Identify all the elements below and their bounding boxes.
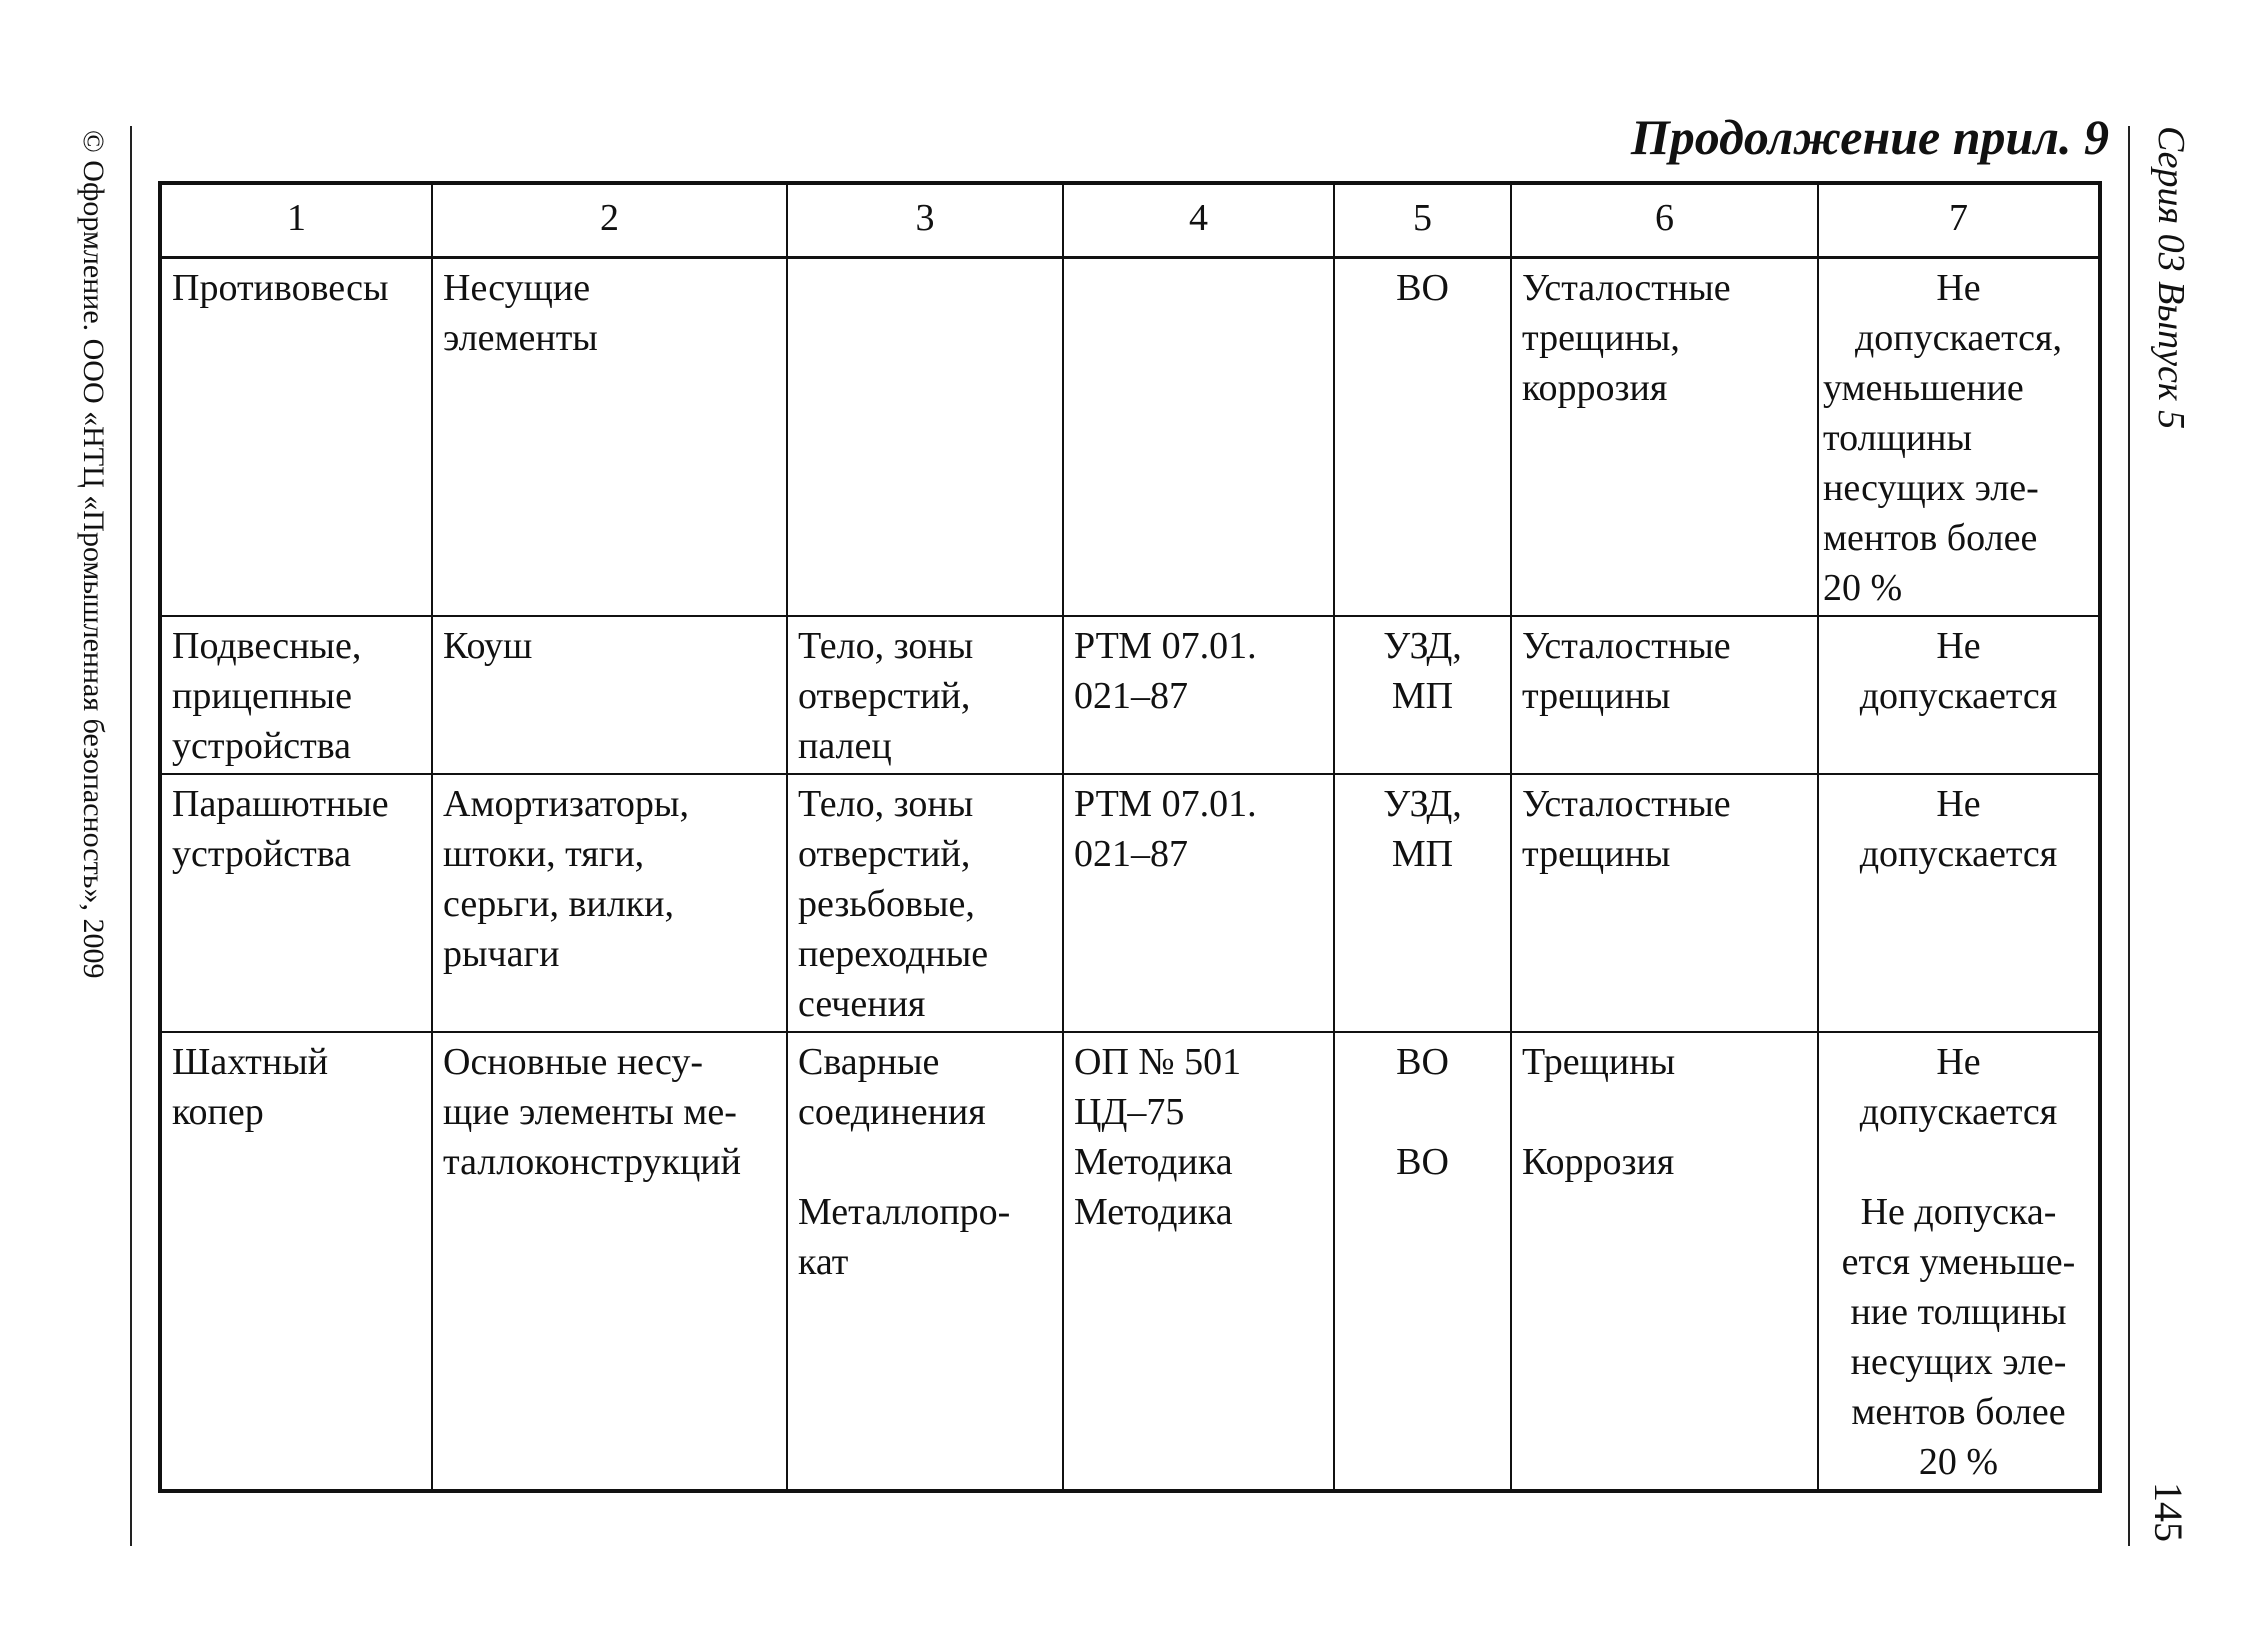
cell-line: Противовесы [172, 266, 389, 309]
object-cell [160, 774, 432, 1032]
object-cell [160, 1032, 432, 1491]
column-number: 2 [432, 183, 787, 257]
cell-line: ментов более [1823, 516, 2038, 559]
cell-line: ВО [1396, 266, 1449, 309]
element-cell [432, 1032, 787, 1491]
method-cell [1334, 616, 1511, 774]
document-cell [1063, 1032, 1334, 1491]
cell-line: 021–87 [1074, 832, 1188, 875]
element-cell [432, 616, 787, 774]
cell-line: штоки, тяги, [443, 832, 645, 875]
left-margin-rule [130, 126, 132, 1546]
zone-cell [787, 257, 1063, 616]
cell-line: трещины [1522, 832, 1671, 875]
cell-line: Усталостные [1522, 782, 1731, 825]
column-number: 5 [1334, 183, 1511, 257]
cell-line: Не [1936, 782, 1981, 825]
cell-line: УЗД, [1383, 624, 1462, 667]
cell-spacer [798, 1137, 1052, 1187]
cell-line: МП [1391, 674, 1454, 717]
cell-spacer [1345, 1087, 1500, 1137]
cell-line: ние толщины [1850, 1290, 2067, 1333]
object-cell [160, 257, 432, 616]
cell-line: Несущие [443, 266, 591, 309]
table-row [160, 616, 2100, 774]
defect-cell [1511, 774, 1818, 1032]
cell-line: Шахтный [172, 1040, 329, 1083]
cell-line: несущих эле- [1823, 466, 2039, 509]
table-row [160, 257, 2100, 616]
cell-line: Методика [1074, 1140, 1233, 1183]
cell-line: допускается [1859, 832, 2058, 875]
cell-line: серьги, вилки, [443, 882, 674, 925]
cell-line: УЗД, [1383, 782, 1462, 825]
cell-line: устройства [172, 724, 352, 767]
column-number: 7 [1818, 183, 2100, 257]
cell-line: Основные несу- [443, 1040, 703, 1083]
cell-line: допускается [1859, 674, 2058, 717]
cell-line: резьбовые, [798, 882, 975, 925]
cell-line: коррозия [1522, 366, 1668, 409]
table-header-row [160, 183, 2100, 257]
cell-line: Тело, зоны [798, 782, 974, 825]
right-margin-rule [2128, 126, 2130, 1546]
cell-line: кат [798, 1240, 849, 1283]
cell-line: Не допуска- [1860, 1190, 2057, 1233]
cell-line: таллоконструкций [443, 1140, 741, 1183]
cell-line: переходные [798, 932, 989, 975]
cell-line: сечения [798, 982, 926, 1025]
page-number-text: 145 [2146, 1482, 2191, 1542]
document-cell [1063, 774, 1334, 1032]
cell-line: несущих эле- [1850, 1340, 2067, 1383]
cell-line: копер [172, 1090, 264, 1133]
defect-cell [1511, 616, 1818, 774]
defect-cell [1511, 1032, 1818, 1491]
cell-line: РТМ 07.01. [1074, 782, 1257, 825]
cell-spacer [1522, 1087, 1807, 1137]
cell-line: ВО [1396, 1140, 1449, 1183]
cell-line: Тело, зоны [798, 624, 974, 667]
cell-line: допускается [1859, 1090, 2058, 1133]
cell-line: Усталостные [1522, 624, 1731, 667]
cell-line: МП [1391, 832, 1454, 875]
cell-line: прицепные [172, 674, 352, 717]
method-cell [1334, 774, 1511, 1032]
table-row [160, 1032, 2100, 1491]
document-cell [1063, 616, 1334, 774]
cell-spacer [1823, 1137, 2094, 1187]
cell-line: Амортизаторы, [443, 782, 689, 825]
cell-line: рычаги [443, 932, 560, 975]
cell-line: Парашютные [172, 782, 389, 825]
zone-cell [787, 616, 1063, 774]
cell-line: устройства [172, 832, 352, 875]
column-number: 3 [787, 183, 1063, 257]
cell-line: 20 % [1918, 1440, 1999, 1483]
cell-line: Подвесные, [172, 624, 362, 667]
zone-cell [787, 1032, 1063, 1491]
continuation-heading: Продолжение прил. 9 [1630, 109, 2109, 165]
table-row [160, 774, 2100, 1032]
cell-line: ВО [1396, 1040, 1449, 1083]
element-cell [432, 257, 787, 616]
cell-line: элементы [443, 316, 598, 359]
cell-line: уменьшение [1823, 366, 2024, 409]
copyright-text: © Оформление. ООО «НТЦ «Промышленная безопасность», 2009 [77, 130, 110, 979]
cell-line: Методика [1074, 1190, 1233, 1233]
cell-line: Усталостные [1522, 266, 1731, 309]
element-cell [432, 774, 787, 1032]
cell-line: ментов более [1851, 1390, 2066, 1433]
cell-line: допускается, [1854, 316, 2063, 359]
cell-line: Коуш [443, 624, 533, 667]
cell-line: ЦД–75 [1074, 1090, 1185, 1133]
cell-line: ется уменьше- [1841, 1240, 2076, 1283]
cell-line: отверстий, [798, 832, 971, 875]
defect-cell [1511, 257, 1818, 616]
criterion-cell [1818, 774, 2100, 1032]
cell-line: Металлопро- [798, 1190, 1011, 1233]
inspection-table [158, 181, 2102, 1493]
cell-line: отверстий, [798, 674, 971, 717]
cell-line: Трещины [1522, 1040, 1676, 1083]
cell-line: щие элементы ме- [443, 1090, 737, 1133]
series-text: Серия 03 Выпуск 5 [2150, 126, 2192, 430]
cell-line: соединения [798, 1090, 986, 1133]
method-cell [1334, 257, 1511, 616]
cell-line: 20 % [1823, 566, 1903, 609]
cell-line: Сварные [798, 1040, 940, 1083]
column-number: 1 [160, 183, 432, 257]
cell-line: Не [1936, 266, 1981, 309]
column-number: 6 [1511, 183, 1818, 257]
cell-line: Не [1936, 1040, 1981, 1083]
cell-line: ОП № 501 [1074, 1040, 1242, 1083]
cell-line: толщины [1823, 416, 1973, 459]
method-cell [1334, 1032, 1511, 1491]
cell-line: трещины [1522, 674, 1671, 717]
cell-line: Коррозия [1522, 1140, 1675, 1183]
cell-line: Не [1936, 624, 1981, 667]
criterion-cell [1818, 257, 2100, 616]
cell-line: 021–87 [1074, 674, 1188, 717]
cell-line: палец [798, 724, 892, 767]
criterion-cell [1818, 1032, 2100, 1491]
zone-cell [787, 774, 1063, 1032]
column-number: 4 [1063, 183, 1334, 257]
cell-line: РТМ 07.01. [1074, 624, 1257, 667]
object-cell [160, 616, 432, 774]
document-cell [1063, 257, 1334, 616]
criterion-cell [1818, 616, 2100, 774]
cell-line: трещины, [1522, 316, 1680, 359]
